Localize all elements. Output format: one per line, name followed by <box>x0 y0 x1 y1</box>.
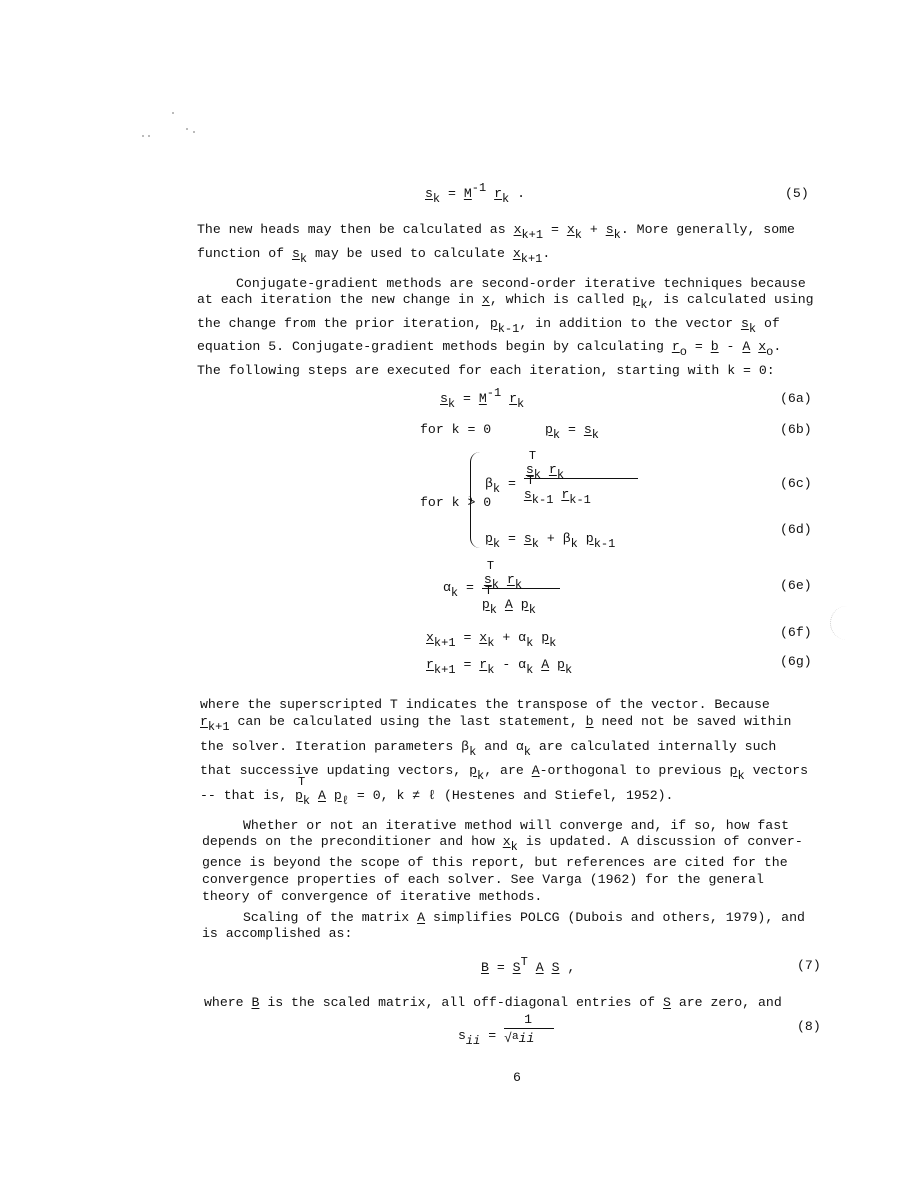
paragraph-line: the solver. Iteration parameters $\beta_k$ and $\alpha_k$ are calculated internally such <box>200 739 777 759</box>
equation-number: (6f) <box>780 625 812 640</box>
equation-6e: $\alpha_k$ = s T $_k$ $r_k$ p T $_k$ A $p_k$ <box>443 562 560 612</box>
paragraph-line: depends on the preconditioner and how $x_k$ is updated. A discussion of conver- <box>202 834 803 854</box>
scan-artifact-arc <box>830 606 863 640</box>
fraction: s T $_k$ $r_k$ p T $_k$ A $p_k$ <box>482 562 560 612</box>
equation-6c: $\beta_k$ = s T $_k$ $r_k$ s T $_{k-1}$ $r_{k-1}$ <box>485 462 638 502</box>
equation-number: (6d) <box>780 522 812 537</box>
equation-number: (8) <box>797 1019 821 1034</box>
equation-6g: $r_{k+1} = r_k - \alpha_k$ A $p_k$ <box>426 657 573 677</box>
paragraph-line: where the superscripted T indicates the transpose of the vector. Because <box>200 697 770 712</box>
paragraph-line: -- that is, p T $_k$ A $p_\ell = 0$, k ≠ ℓ (Hestenes and Stiefel, 1952). <box>200 775 674 808</box>
paragraph-line: The following steps are executed for each iteration, starting with k = 0: <box>197 363 775 378</box>
paragraph-line: the change from the prior iteration, $p_{k-1}$, in addition to the vector $s_k$ of <box>197 316 780 336</box>
fraction: $\frac{1}{√^aii}$ <box>504 1012 554 1046</box>
equation-number: (6a) <box>780 391 812 406</box>
scan-speck <box>148 135 150 137</box>
equation-6d: $p_k = s_k + \beta_k$ $p_{k-1}$ <box>485 531 616 551</box>
paragraph-line: where B is the scaled matrix, all off-diagonal entries of S are zero, and <box>204 995 782 1010</box>
equation-number: (6e) <box>780 578 812 593</box>
page-number: 6 <box>513 1070 521 1085</box>
equation-6c-condition: for k > 0 <box>420 495 492 510</box>
paragraph-line: $r_{k+1}$ can be calculated using the last statement, b need not be saved within <box>200 714 792 734</box>
paragraph-line: theory of convergence of iterative methods. <box>202 889 543 904</box>
equation-number: (7) <box>797 958 821 973</box>
scan-speck <box>172 112 174 114</box>
paragraph-line: function of $s_k$ may be used to calculate $x_{k+1}$. <box>197 246 551 266</box>
paragraph-line: convergence properties of each solver. See Varga (1962) for the general <box>202 872 764 887</box>
equation-6b: $p_k = s_k$ <box>545 422 599 442</box>
equation-number: (6g) <box>780 654 812 669</box>
paragraph-line: that successive updating vectors, $p_k$, are A-orthogonal to previous $p_k$ vectors <box>200 763 808 783</box>
equation-number: (6c) <box>780 476 812 491</box>
equation-6b-condition: for k = 0 <box>420 422 492 437</box>
scan-speck <box>186 128 188 130</box>
paragraph-line: The new heads may then be calculated as $x_{k+1} = x_k + s_k$. More generally, some <box>197 222 795 242</box>
paragraph-line: equation 5. Conjugate-gradient methods begin by calculating $r_o = b - A$ $x_o$. <box>197 339 782 359</box>
paragraph-line: Scaling of the matrix A simplifies POLCG (Dubois and others, 1979), and <box>243 910 805 925</box>
equation-5: $s_k = M^{-1}$ $r_k$ . <box>425 181 526 206</box>
equation-7: $B = S^T$ A S , <box>481 955 576 975</box>
paragraph-line: Conjugate-gradient methods are second-order iterative techniques because <box>236 276 806 291</box>
equation-6a: $s_k = M^{-1}$ $r_k$ <box>440 386 525 411</box>
equation-8: $s_{ii}$ = $\frac{1}{√^aii}$ <box>458 1012 554 1046</box>
left-brace <box>470 452 483 548</box>
equation-number: (6b) <box>780 422 812 437</box>
paragraph-line: Whether or not an iterative method will converge and, if so, how fast <box>243 818 790 833</box>
paragraph-line: gence is beyond the scope of this report, but references are cited for the <box>202 855 788 870</box>
equation-number: (5) <box>785 186 809 201</box>
equation-6f: $x_{k+1} = x_k + \alpha_k$ $p_k$ <box>426 630 557 650</box>
fraction: s T $_k$ $r_k$ s T $_{k-1}$ $r_{k-1}$ <box>524 462 638 502</box>
scan-speck <box>142 135 144 137</box>
paragraph-line: is accomplished as: <box>202 926 353 941</box>
scan-speck <box>193 131 195 133</box>
paragraph-line: at each iteration the new change in x, which is called $p_k$, is calculated using <box>197 292 814 312</box>
